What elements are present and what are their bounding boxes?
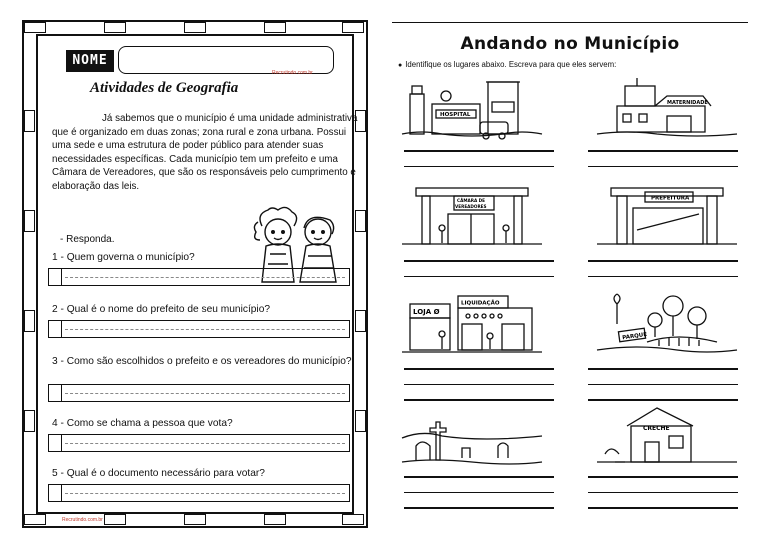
answer-lines-hospital[interactable]	[404, 150, 554, 181]
daycare-sign: CRECHE	[643, 425, 670, 432]
question-5: 5 - Qual é o documento necessário para votar?	[52, 468, 265, 479]
cemetery-illustration	[402, 408, 542, 476]
name-label: NOME	[66, 50, 114, 72]
intro-paragraph-text: Já sabemos que o município é uma unidade administrativa que é organizado em duas zonas; zona rural e zona urbana. Possui uma sede e uma estrutura de poder público para atender suas necessidades específicas. Cada município tem um prefeito e uma Câmara de Vereadores, que são os responsáveis pelo cumprimento e elaboração das leis.	[52, 113, 358, 192]
frame-tile	[355, 210, 366, 232]
maternity-illustration	[597, 74, 737, 142]
hospital-icon	[402, 74, 542, 142]
question-3: 3 - Como são escolhidos o prefeito e os vereadores do município?	[52, 356, 352, 367]
park-sign: PARQUE	[621, 331, 648, 342]
park-illustration	[597, 290, 737, 358]
frame-tile	[184, 22, 206, 33]
worksheet-title: Atividades de Geografia	[90, 80, 239, 96]
responda-label: - Responda.	[60, 234, 115, 245]
daycare-illustration	[597, 404, 737, 472]
site-watermark: Recrutindo.com.br	[272, 70, 313, 76]
shop-illustration	[402, 294, 542, 362]
frame-tile	[24, 410, 35, 432]
maternity-sign: MATERNIDADE	[667, 100, 708, 106]
question-4: 4 - Como se chama a pessoa que vota?	[52, 418, 233, 429]
question-2: 2 - Qual é o nome do prefeito de seu município?	[52, 304, 271, 315]
municipality-worksheet	[392, 14, 748, 529]
frame-tile	[104, 22, 126, 33]
geography-worksheet	[22, 20, 368, 528]
frame-tile	[24, 22, 46, 33]
park-icon	[597, 290, 737, 358]
answer-lines-council[interactable]	[404, 260, 554, 291]
site-watermark-bottom: Recrutindo.com.br	[62, 517, 103, 523]
city-hall-sign: PREFEITURA	[651, 195, 690, 202]
hospital-illustration	[402, 74, 542, 142]
cemetery-icon	[402, 408, 542, 476]
instruction	[398, 60, 616, 69]
answer-lines-cemetery[interactable]	[404, 476, 554, 523]
answer-box-2[interactable]	[48, 320, 350, 338]
hospital-sign: HOSPITAL	[440, 112, 471, 118]
worksheet-title-right: Andando no Município	[460, 34, 680, 54]
city-council-icon	[402, 184, 542, 252]
city-hall-icon	[597, 184, 737, 252]
city-council-illustration	[402, 184, 542, 252]
answer-lines-maternity[interactable]	[588, 150, 738, 181]
daycare-icon	[597, 404, 737, 472]
answer-lines-daycare[interactable]	[588, 476, 738, 523]
frame-tile	[342, 514, 364, 525]
maternity-icon	[597, 74, 737, 142]
shop-sign: LOJA Ø	[413, 308, 440, 316]
answer-box-3[interactable]	[48, 384, 350, 402]
council-sign-line1: CÂMARA DE	[457, 198, 485, 203]
intro-paragraph	[52, 112, 358, 194]
instruction-text: Identifique os lugares abaixo. Escreva para que eles servem:	[405, 60, 617, 69]
council-sign-line2: VEREADORES	[455, 204, 487, 209]
answer-box-1[interactable]	[48, 268, 350, 286]
top-rule	[392, 22, 748, 23]
frame-tile	[342, 22, 364, 33]
city-hall-illustration	[597, 184, 737, 252]
sale-sign: LIQUIDAÇÃO	[461, 300, 500, 307]
frame-tile	[104, 514, 126, 525]
frame-tile	[264, 514, 286, 525]
answer-lines-city-hall[interactable]	[588, 260, 738, 291]
frame-tile	[24, 210, 35, 232]
answer-box-5[interactable]	[48, 484, 350, 502]
question-1: 1 - Quem governa o município?	[52, 252, 195, 263]
frame-tile	[264, 22, 286, 33]
bullet-icon: ●	[398, 62, 403, 69]
frame-tile	[24, 310, 35, 332]
frame-tile	[184, 514, 206, 525]
frame-tile	[24, 110, 35, 132]
frame-tile	[24, 514, 46, 525]
answer-box-4[interactable]	[48, 434, 350, 452]
shop-icon	[402, 294, 542, 362]
